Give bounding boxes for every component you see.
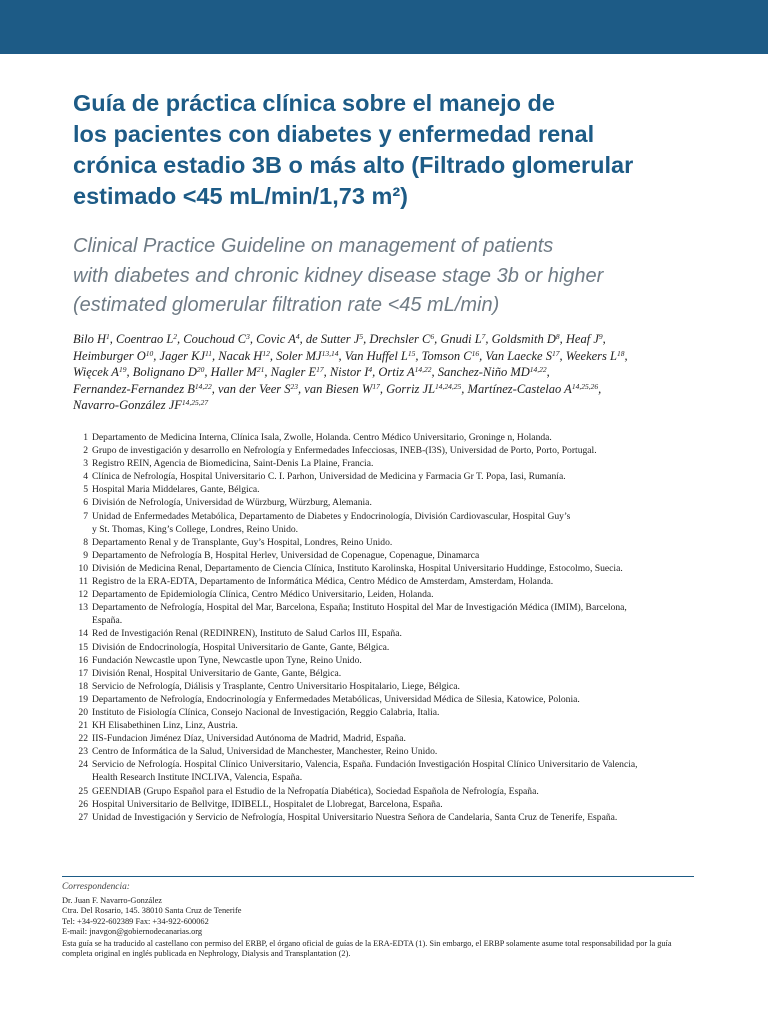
affiliation-text: y St. Thomas, King’s College, Londres, Reino Unido. [92, 523, 299, 535]
affiliation-item [73, 562, 713, 575]
affiliation-item [73, 510, 713, 523]
author-line: Heimburger $O^{10}$, Jager KJ$^{11}$, Nacak $H^{12}$, Soler MJ$^{13,14}$, Van Huffel $L^{15}$, Tomson $C^{16}$, Van Laecke $S^{17}$, Weekers $L^{18}$, [73, 348, 628, 363]
author-name: Nacak H [218, 348, 263, 363]
author-affiliation-ref: 20 [196, 365, 205, 375]
author-name: Martínez-Castelao A [467, 381, 572, 396]
author-name: Navarro-González JF [73, 398, 182, 413]
author-name: Goldsmith D [491, 332, 556, 346]
affiliation-number: 12 [78, 589, 88, 601]
author-affiliation-ref: 19 [118, 365, 127, 375]
author-affiliation-ref: 14,24,25 [435, 381, 462, 391]
affiliation-item [73, 496, 713, 509]
affiliation-text: España. [92, 615, 123, 627]
affiliation-number: 10 [78, 562, 88, 574]
affiliation-text: Unidad de Investigación y Servicio de Nefrología, Hospital Universitario Nuestra Señora de Candelaria, Santa Cruz de Tenerife, España. [92, 811, 618, 823]
correspondence-heading: Correspondencia: [62, 882, 130, 892]
affiliation-number: 18 [78, 680, 88, 692]
affiliation-item [73, 549, 713, 562]
affiliation-text: Departamento de Medicina Interna, Clínica Isala, Zwolle, Holanda. Centro Médico Universitario, Groninge n, Holanda. [92, 432, 552, 443]
affiliation-number: 3 [83, 458, 88, 470]
affiliation-number: 25 [78, 785, 88, 797]
title-line: Guía de práctica clínica sobre el manejo de [73, 90, 555, 116]
author-affiliation-ref: 14,25,27 [181, 398, 209, 408]
author-name: Gnudi L [440, 332, 482, 346]
affiliation-text: GEENDIAB (Grupo Español para el Estudio de la Nefropatía Diabética), Sociedad Española de Nefrología, España. [92, 785, 539, 797]
author-name: Coentrao L [115, 332, 174, 346]
affiliation-item [73, 667, 713, 680]
affiliation-item [73, 483, 713, 496]
affiliation-number: 9 [83, 549, 88, 561]
affiliation-number: 2 [83, 445, 88, 457]
author-name: Więcek A [73, 365, 119, 380]
affiliation-item [73, 614, 713, 627]
affiliation-number: 1 [83, 432, 88, 443]
author-affiliation-ref: 13,14 [321, 348, 339, 358]
author-name: Nistor I [329, 365, 369, 380]
affiliation-number: 24 [78, 759, 88, 771]
affiliation-text: División Renal, Hospital Universitario de Gante, Gante, Bélgica. [92, 667, 342, 679]
author-name: Soler MJ [276, 348, 322, 363]
author-name: Sanchez-Niño MD [437, 365, 530, 380]
affiliation-text: Registro REIN, Agencia de Biomedicina, Saint-Denis La Plaine, Francia. [92, 458, 374, 470]
author-name: Van Laecke S [485, 348, 552, 363]
affiliation-text: División de Nefrología, Universidad de Würzburg, Würzburg, Alemania. [92, 497, 372, 509]
author-name: Heaf J [565, 332, 599, 346]
affiliation-item [73, 771, 713, 784]
author-name: de Sutter J [305, 332, 360, 346]
english-title [73, 232, 733, 321]
author-affiliation-ref: 14,22 [194, 381, 212, 391]
affiliation-number: 27 [78, 811, 88, 823]
affiliation-text: KH Elisabethinen Linz, Linz, Austria. [92, 720, 238, 732]
author-name: Van Huffel L [344, 348, 408, 363]
affiliation-text: IIS-Fundacion Jiménez Díaz, Universidad Autónoma de Madrid, Madrid, España. [92, 733, 406, 745]
affiliation-number: 5 [83, 484, 88, 496]
affiliation-text: Servicio de Nefrología. Hospital Clínico Universitario, Valencia, España. Fundación Investigación Hospital Clínico Universitario de Valencia, [92, 759, 638, 771]
author-affiliation-ref: 14,25,26 [571, 381, 599, 391]
author-affiliation-ref: 11 [205, 348, 212, 358]
affiliation-item [73, 601, 713, 614]
author-name: Haller M [210, 365, 257, 380]
affiliation-number: 11 [78, 576, 88, 588]
affiliation-item [73, 745, 713, 758]
author-affiliation-ref: 7 [481, 332, 486, 341]
affiliation-item [73, 431, 713, 444]
affiliation-item [73, 785, 713, 798]
affiliation-list [73, 431, 713, 824]
affiliation-number: 6 [83, 497, 88, 509]
author-affiliation-ref: 14,22 [529, 365, 547, 375]
affiliation-text: Hospital Universitario de Bellvitge, IDIBELL, Hospitalet de Llobregat, Barcelona, España. [92, 798, 443, 810]
affiliation-item [73, 627, 713, 640]
affiliation-number: 7 [83, 510, 88, 522]
author-affiliation-ref: 8 [555, 332, 560, 341]
affiliation-item [73, 444, 713, 457]
affiliation-item [73, 811, 713, 824]
page-title [73, 88, 733, 212]
author-affiliation-ref: 14,22 [414, 365, 432, 375]
author-affiliation-ref: 12 [262, 348, 270, 358]
author-name: Weekers L [565, 348, 617, 363]
author-affiliation-ref: 17 [372, 381, 380, 391]
affiliation-text: Departamento de Nefrología, Endocrinología y Enfermedades Metabólicas, Universidad Médica de Silesia, Katowice, Polonia. [92, 693, 580, 705]
author-affiliation-ref: 4 [295, 332, 300, 341]
affiliation-text: Departamento de Nefrología, Hospital del Mar, Barcelona, España; Instituto Hospital del Mar de Investigación Médica (IMIM), Barcelona, [92, 602, 627, 614]
author-affiliation-ref: 23 [290, 381, 299, 391]
affiliation-number: 23 [78, 746, 88, 758]
subtitle-line: with diabetes and chronic kidney disease stage 3b or higher [73, 264, 604, 287]
author-affiliation-ref: 6 [430, 332, 435, 341]
affiliation-item [73, 457, 713, 470]
correspondence-line: Ctra. Del Rosario, 145. 38010 Santa Cruz de Tenerife [62, 906, 242, 916]
author-name: van der Veer S [217, 381, 291, 396]
author-name: Tomson C [421, 348, 472, 363]
affiliation-item [73, 680, 713, 693]
author-affiliation-ref: 10 [145, 348, 154, 358]
affiliation-number: 8 [83, 536, 88, 548]
affiliation-text: Departamento de Nefrología B, Hospital Herlev, Universidad de Copenague, Copenague, Dinamarca [92, 549, 480, 561]
affiliation-text: Grupo de investigación y desarrollo en Nefrología y Enfermedades Infecciosas, INEB-(I3S), Universidad de Porto, Porto, Portugal. [92, 445, 597, 457]
author-line [73, 397, 733, 414]
author-name: Bilo H [73, 332, 106, 346]
author-line: Więcek $A^{19}$, Bolignano $D^{20}$, Haller $M^{21}$, Nagler $E^{17}$, Nistor $I^4$, Ortiz A$^{14,22}$, Sanchez-Niño MD$^{14,22}$, [73, 365, 550, 380]
author-name: Fernandez-Fernandez B [73, 381, 195, 396]
author-affiliation-ref: 5 [359, 332, 364, 341]
affiliation-text: Departamento Renal y de Transplante, Guy’s Hospital, Londres, Reino Unido. [92, 536, 393, 548]
title-line: crónica estadio 3B o más alto (Filtrado glomerular [73, 152, 634, 178]
affiliation-number: 14 [78, 628, 88, 640]
author-affiliation-ref: 16 [471, 348, 480, 358]
author-affiliation-ref: 18 [616, 348, 625, 358]
correspondence-line: Dr. Juan F. Navarro-González [62, 896, 163, 905]
affiliation-number: 15 [78, 641, 88, 653]
author-name: Ortiz A [378, 365, 415, 380]
affiliation-text: Hospital Maria Middelares, Gante, Bélgica. [92, 484, 260, 496]
affiliation-number: 21 [78, 720, 88, 732]
affiliation-item [73, 641, 713, 654]
title-line: los pacientes con diabetes y enfermedad renal [73, 121, 595, 147]
affiliation-item [73, 732, 713, 745]
author-list [73, 331, 733, 414]
affiliation-item [73, 588, 713, 601]
author-name: Heimburger O [73, 348, 146, 363]
author-name: Covic A [256, 332, 296, 346]
author-affiliation-ref: 9 [598, 332, 603, 341]
affiliation-text: Departamento de Epidemiología Clínica, Centro Médico Universitario, Leiden, Holanda. [92, 589, 434, 601]
correspondence-line: Tel: +34-922-602389 Fax: +34-922-600062 [62, 916, 209, 926]
affiliation-number: 26 [78, 798, 88, 810]
author-affiliation-ref: 21 [256, 365, 265, 375]
affiliation-item [73, 654, 713, 667]
author-affiliation-ref: 15 [407, 348, 416, 358]
affiliation-number: 16 [78, 654, 88, 666]
affiliation-number: 13 [78, 602, 88, 614]
author-name: Jager KJ [159, 348, 206, 363]
author-affiliation-ref: 3 [246, 332, 250, 341]
correspondence-email: E-mail: jnavgon@gobiernodecanarias.org [62, 926, 203, 936]
author-name: Gorriz JL [386, 381, 436, 396]
affiliation-item [73, 536, 713, 549]
affiliation-text: Health Research Institute INCLIVA, Valencia, España. [92, 772, 303, 784]
affiliation-number: 4 [83, 471, 88, 483]
affiliation-text: Centro de Informática de la Salud, Universidad de Manchester, Manchester, Reino Unido. [92, 746, 438, 758]
affiliation-item [73, 575, 713, 588]
affiliation-item [73, 758, 713, 771]
subtitle-line: Clinical Practice Guideline on management of patients [73, 235, 554, 257]
author-affiliation-ref: 2 [173, 332, 178, 341]
author-affiliation-ref: 17 [551, 348, 560, 358]
author-line: Fernandez-Fernandez B$^{14,22}$, van der Veer $S^{23}$, van Biesen $W^{17}$, Gorriz JL$^{14,24,25}$, Martínez-Castelao A$^{14,25,26}$, [73, 381, 602, 396]
author-name: Drechsler C [369, 332, 431, 346]
author-name: Couchoud C [183, 332, 247, 346]
author-name: Nagler E [270, 365, 317, 380]
correspondence-block [62, 896, 702, 937]
affiliation-item [73, 523, 713, 536]
affiliation-item [73, 706, 713, 719]
affiliation-text: Red de Investigación Renal (REDINREN), Instituto de Salud Carlos III, España. [92, 628, 402, 640]
affiliation-item [73, 719, 713, 732]
affiliation-text: Registro de la ERA-EDTA, Departamento de Informática Médica, Centro Médico de Amsterdam, Amsterdam, Holanda. [92, 576, 554, 588]
affiliation-item [73, 798, 713, 811]
affiliation-number: 20 [78, 706, 88, 718]
divider [62, 876, 694, 877]
affiliation-number: 22 [78, 733, 88, 745]
affiliation-text: División de Medicina Renal, Departamento de Ciencia Clínica, Instituto Karolinska, Hospital Universitario Huddinge, Estocolmo, Suecia. [92, 562, 623, 574]
author-affiliation-ref: 17 [316, 365, 324, 375]
affiliation-text: Servicio de Nefrología, Diálisis y Trasplante, Centro Universitario Hospitalario, Liege, Bélgica. [92, 680, 460, 692]
affiliation-number: 19 [78, 693, 88, 705]
affiliation-text: División de Endocrinología, Hospital Universitario de Gante, Gante, Bélgica. [92, 641, 390, 653]
affiliation-item [73, 693, 713, 706]
title-line: estimado <45 mL/min/1,73 m²) [73, 183, 408, 209]
affiliation-text: Unidad de Enfermedades Metabólica, Departamento de Diabetes y Endocrinología, División Cardiovascular, Hospital Guy’s [92, 510, 571, 522]
affiliation-item [73, 470, 713, 483]
affiliation-text: Clínica de Nefrología, Hospital Universitario C. I. Parhon, Universidad de Medicina y Farmacia Gr T. Popa, Iasi, Rumanía. [92, 471, 566, 483]
affiliation-text: Fundación Newcastle upon Tyne, Newcastle upon Tyne, Reino Unido. [92, 654, 362, 666]
author-affiliation-ref: 1 [105, 332, 110, 341]
translation-note: Esta guía se ha traducido al castellano con permiso del ERBP, el órgano oficial de guías de la ERA-EDTA (1). Sin embargo, el ERBP solamente asume total responsabilidad por la guía completa original en inglés publicada en Nephrology, Dialysis and Transplantation (2). [62, 939, 672, 959]
subtitle-line: (estimated glomerular filtration rate <45 mL/min) [73, 294, 500, 316]
header-bar [0, 0, 768, 54]
author-name: Bolignano D [132, 365, 197, 380]
affiliation-text: Instituto de Fisiología Clínica, Consejo Nacional de Investigación, Reggio Calabria, Italia. [92, 706, 440, 718]
author-line: Bilo $H^1$, Coentrao $L^2$, Couchoud $C^3$, Covic $A^4$, de Sutter $J^5$, Drechsler $C^6$, Gnudi $L^7$, Goldsmith $D^8$, Heaf $J^9$, [73, 332, 606, 346]
author-name: van Biesen W [304, 381, 373, 396]
author-affiliation-ref: 4 [368, 365, 373, 375]
affiliation-number: 17 [78, 667, 88, 679]
